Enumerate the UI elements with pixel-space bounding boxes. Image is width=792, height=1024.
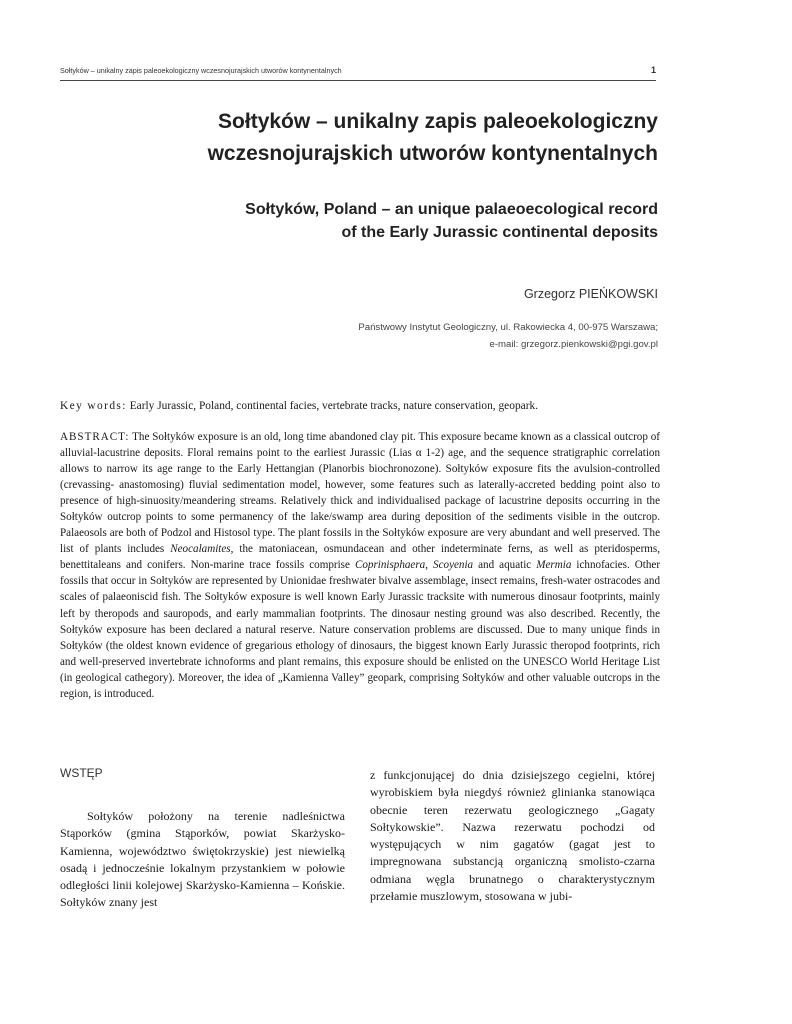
abstract-text-4: and aquatic bbox=[473, 559, 537, 572]
subtitle-line-1: Sołtyków, Poland – an unique palaeoecological record bbox=[245, 201, 658, 218]
english-title bbox=[60, 198, 658, 244]
abstract-text-2: , the matoniaceаn, osmundacean and other indeterminate ferns, as well as pteridosperms, benettitaleans and conifers. Non-marine trace fossils comprise bbox=[60, 543, 660, 572]
subtitle-line-2: of the Early Jurassic continental deposits bbox=[341, 224, 658, 241]
affiliation-address: Państwowy Instytut Geologiczny, ul. Rakowiecka 4, 00-975 Warszawa; bbox=[358, 322, 658, 333]
abstract-taxon-mermia: Mermia bbox=[536, 559, 572, 572]
title-line-1: Sołtyków – unikalny zapis paleoekologiczny bbox=[218, 110, 658, 133]
author: Grzegorz PIEŃKOWSKI bbox=[523, 287, 658, 301]
page-title bbox=[60, 106, 658, 170]
affiliation bbox=[60, 319, 658, 353]
header-rule bbox=[60, 80, 656, 81]
title-line-2: wczesnojurajskich utworów kontynentalnych bbox=[207, 142, 658, 165]
keywords bbox=[60, 398, 660, 414]
abstract-taxon-scoyenia: Scoyenia bbox=[433, 559, 474, 572]
abstract-taxon-neocalamites: Neocalamites bbox=[170, 543, 231, 556]
running-head bbox=[60, 66, 656, 75]
abstract-text-1: The Sołtyków exposure is an old, long time abandoned clay pit. This exposure became known as a classical outcrop of alluvial-lacustrine deposits. Floral remains point to the earliest Jurassic (Lias α 1-2) age, and the sequence stratigraphic correlation allows to narrow its age range to the Early Hettangian (Planorbis biochronozone). Sołtyków exposure fits the avulsion-controlled (crevassing- anastomosing) fluvial sedimentation model, however, some features such as laterally-accreted bedding point also to presence of high-sinuosity/meandering streams. Relatively thick and individualised package of lacustrine deposits occurring in the Sołtyków outcrop points to some permanency of the lake/swamp area during deposition of the sediments visible in the outcrop. Palaeosols are both of Podzol and Histosol type. The plant fossils in the Sołtyków exposure are very abundant and well preserved. The list of plants includes bbox=[60, 431, 660, 556]
section-heading: WSTĘP bbox=[60, 766, 103, 780]
page-number: 1 bbox=[650, 65, 656, 75]
affiliation-email: e-mail: grzegorz.pienkowski@pgi.gov.pl bbox=[489, 339, 658, 350]
keywords-text: Early Jurassic, Poland, continental facies, vertebrate tracks, nature conservation, geopark. bbox=[129, 400, 539, 412]
abstract-label: ABSTRACT: bbox=[60, 431, 130, 443]
body-left-column: Sołtyków położony na terenie nadleśnictwa Stąporków (gmina Stąporków, powiat Skarżysko-Kamienna, województwo świętokrzyskie) jest niewielką osadą i jednocześnie lokalnym przystankiem w połowie odległości linii kolejowej Skarżysko-Kamienna – Końskie. Sołtyków znany jest bbox=[60, 809, 345, 910]
abstract-taxon-coprinisphaera: Coprinisphaera bbox=[354, 559, 426, 572]
running-head-text: Sołtyków – unikalny zapis paleoekologiczny wczesnojurajskich utworów kontynentalnych bbox=[60, 66, 342, 75]
abstract-text-3: , bbox=[425, 559, 434, 572]
abstract-text-5: ichnofacies. Other fossils that occur in Sołtyków are represented by Unionidae freshwater bivalve assemblage, insect remains, fresh-water ostracodes and scales of palaeoniscid fish. The Sołtyków exposure is well known Early Jurassic tracksite with numerous dinosaur footprints, mainly left by theropods and sauropods, and early mammalian footprints. The dinosaur nesting ground was also described. Recently, the Sołtyków exposure has been declared a natural reserve. Nature conservation problems are discussed. Due to many unique finds in Sołtyków (the oldest known evidence of gregarious ethology of dinosaurs, the biggest known Early Jurassic theropod footprints, rich and well-preserved invertebrate ichnoforms and plant remains, this exposure should be enlisted on the UNESCO World Heritage List (in geological cathegory). Moreover, the idea of „Kamienna Valley” geopark, comprising Sołtyków and other valuable outcrops in the region, is introduced. bbox=[60, 559, 661, 700]
abstract bbox=[60, 429, 660, 702]
keywords-label: Key words: bbox=[60, 400, 127, 412]
body-right-column: z funkcjonującej do dnia dzisiejszego cegielni, której wyrobiskiem była niegdyś również glinianka stanowiąca obecnie teren rezerwatu geologicznego „Gagaty Sołtykowskie”. Nazwa rezerwatu pochodzi od występujących w nim gagatów (gagat jest to impregnowana substancją organiczną smolisto-czarna odmiana węgla brunatnego o charakterystycznym przełamie muszlowym, stosowana w jubi- bbox=[370, 768, 655, 904]
